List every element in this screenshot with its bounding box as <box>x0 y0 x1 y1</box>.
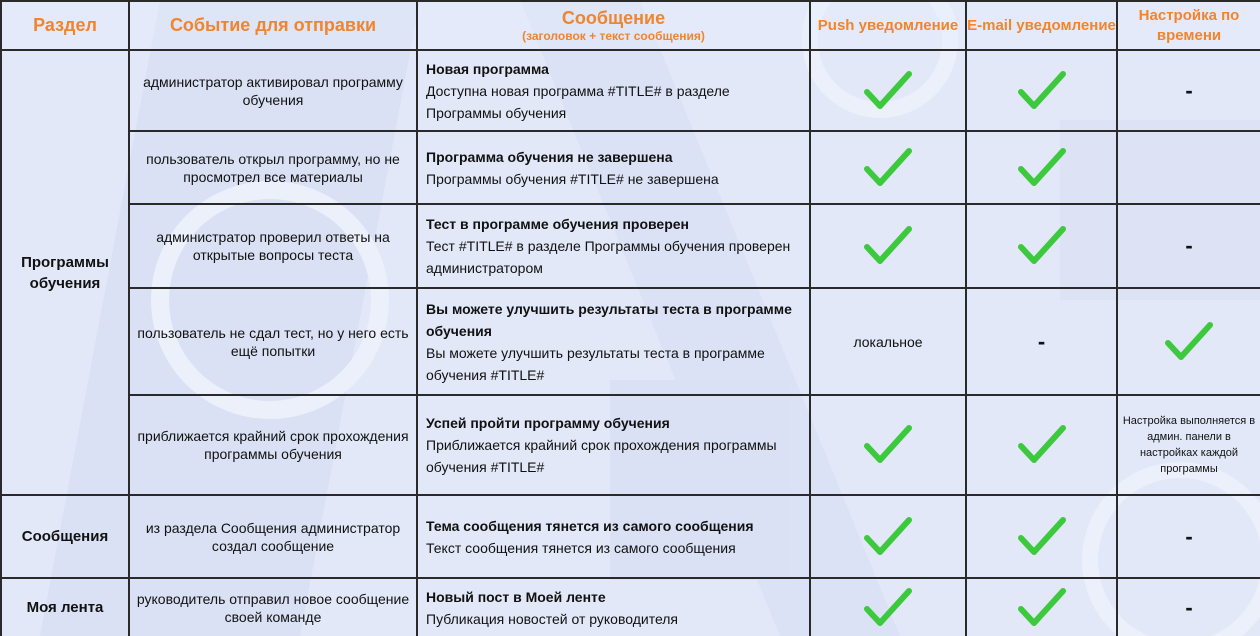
check-icon <box>1164 321 1214 363</box>
push-cell <box>810 288 966 395</box>
email-cell <box>966 50 1117 131</box>
timing-cell <box>1117 50 1260 131</box>
push-cell <box>810 131 966 204</box>
message-title: Тема сообщения тянется из самого сообщения <box>426 517 754 534</box>
timing-cell <box>1117 288 1260 395</box>
message-cell <box>417 131 810 204</box>
message-cell <box>417 288 810 395</box>
email-cell <box>966 131 1117 204</box>
header-event: Событие для отправки <box>129 1 417 50</box>
message-title: Новый пост в Моей ленте <box>426 588 606 605</box>
check-icon <box>863 225 913 267</box>
push-cell <box>810 50 966 131</box>
event-cell: пользователь открыл программу, но не просмотрел все материалы <box>129 131 417 204</box>
check-icon <box>863 587 913 629</box>
event-cell: приближается крайний срок прохождения программы обучения <box>129 395 417 495</box>
table-row <box>1 495 1260 578</box>
header-email: E-mail уведомление <box>966 1 1117 50</box>
event-cell: пользователь не сдал тест, но у него есть ещё попытки <box>129 288 417 395</box>
header-message-title: Сообщение <box>561 8 666 28</box>
message-body: Текст сообщения тянется из самого сообщения <box>426 539 736 556</box>
push-cell <box>810 578 966 636</box>
event-cell: из раздела Сообщения администратор создал сообщение <box>129 495 417 578</box>
table-row <box>1 131 1260 204</box>
check-icon <box>1017 70 1067 112</box>
dash-mark: - <box>1185 523 1193 549</box>
message-body: Вы можете улучшить результаты теста в программе обучения #TITLE# <box>426 344 765 383</box>
message-cell <box>417 395 810 495</box>
email-cell <box>966 395 1117 495</box>
header-section: Раздел <box>1 1 129 50</box>
check-icon <box>1017 424 1067 466</box>
check-icon <box>1017 225 1067 267</box>
section-programs: Программы обучения <box>1 50 129 495</box>
mark-text: локальное <box>853 333 923 350</box>
email-cell <box>966 578 1117 636</box>
email-cell <box>966 495 1117 578</box>
table-row <box>1 50 1260 131</box>
check-icon <box>1017 147 1067 189</box>
table-row <box>1 204 1260 288</box>
event-cell: администратор активировал программу обучения <box>129 50 417 131</box>
header-message <box>417 1 810 50</box>
dash-mark: - <box>1037 328 1046 354</box>
check-icon <box>863 70 913 112</box>
email-cell <box>966 288 1117 395</box>
message-title: Программа обучения не завершена <box>426 148 673 165</box>
timing-cell <box>1117 495 1260 578</box>
timing-cell <box>1117 204 1260 288</box>
message-title: Успей пройти программу обучения <box>426 415 670 431</box>
section-feed: Моя лента <box>1 578 129 636</box>
message-body: Приближается крайний срок прохождения программы обучения #TITLE# <box>426 437 777 475</box>
check-icon <box>863 147 913 189</box>
message-body: Тест #TITLE# в разделе Программы обучения проверен администратором <box>426 238 791 276</box>
dash-mark: - <box>1185 77 1193 103</box>
message-title: Тест в программе обучения проверен <box>426 216 689 232</box>
push-cell <box>810 204 966 288</box>
section-messages: Сообщения <box>1 495 129 578</box>
mark-text: Настройка выполняется в админ. панели в настройках каждой программы <box>1122 415 1256 475</box>
check-icon <box>863 424 913 466</box>
timing-cell <box>1117 395 1260 495</box>
check-icon <box>1017 587 1067 629</box>
dash-mark: - <box>1185 594 1193 620</box>
message-cell <box>417 578 810 636</box>
timing-cell <box>1117 578 1260 636</box>
timing-cell <box>1117 131 1260 204</box>
event-cell: руководитель отправил новое сообщение своей команде <box>129 578 417 636</box>
header-row <box>1 1 1260 50</box>
check-icon <box>1017 516 1067 558</box>
message-cell <box>417 495 810 578</box>
message-title: Новая программа <box>426 60 549 77</box>
table-row <box>1 395 1260 495</box>
message-body: Публикация новостей от руководителя <box>426 610 679 627</box>
push-cell <box>810 495 966 578</box>
email-cell <box>966 204 1117 288</box>
message-body: Программы обучения #TITLE# не завершена <box>426 170 719 187</box>
message-cell <box>417 50 810 131</box>
message-body: Доступна новая программа #TITLE# в разделе Программы обучения <box>426 82 730 121</box>
table-row <box>1 288 1260 395</box>
header-timing: Настройка по времени <box>1117 1 1260 50</box>
event-cell: администратор проверил ответы на открытые вопросы теста <box>129 204 417 288</box>
table-row <box>1 578 1260 636</box>
check-icon <box>863 516 913 558</box>
header-message-subtitle: (заголовок + текст сообщения) <box>522 29 705 43</box>
header-push: Push уведомление <box>810 1 966 50</box>
message-title: Вы можете улучшить результаты теста в программе обучения <box>426 300 792 339</box>
message-cell <box>417 204 810 288</box>
push-cell <box>810 395 966 495</box>
dash-mark: - <box>1185 233 1193 258</box>
